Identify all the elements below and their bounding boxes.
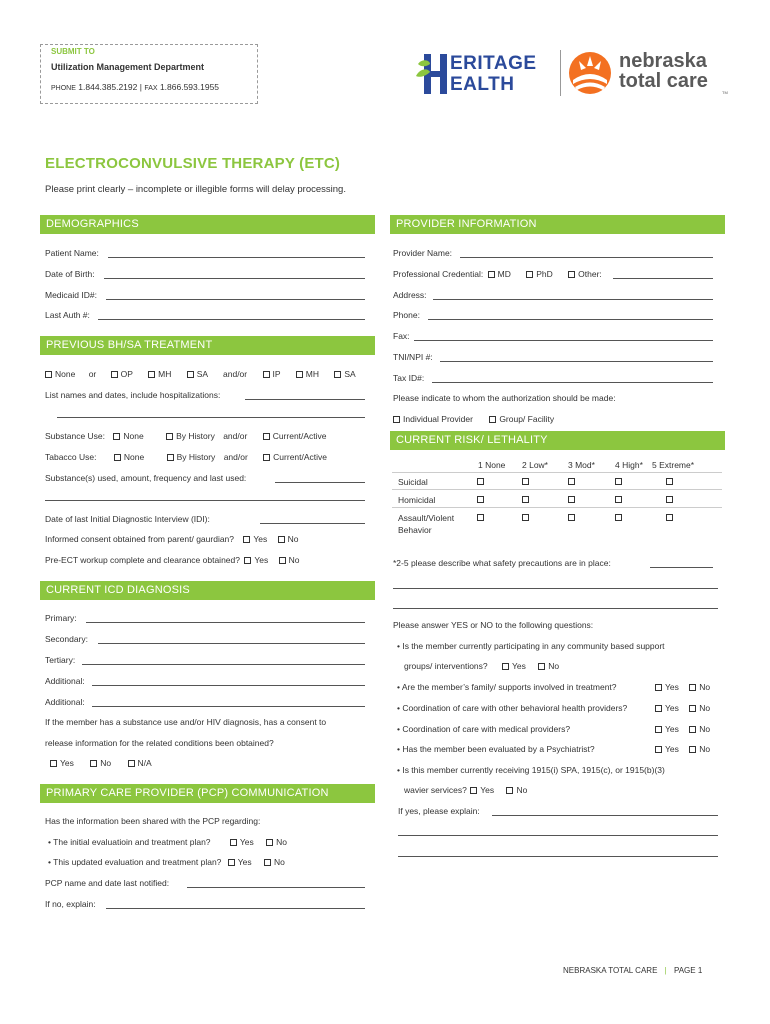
hospitalizations-field[interactable] (245, 399, 365, 400)
q2-label: • Are the member’s family/ supports involved in treatment? (397, 682, 617, 692)
tax-id-label: Tax ID#: (393, 373, 425, 383)
explain-field[interactable] (492, 815, 718, 816)
q4-yes-checkbox[interactable] (655, 726, 662, 733)
substances-field[interactable] (275, 482, 365, 483)
risk-col-5: 5 Extreme* (652, 460, 695, 470)
q1-row (404, 661, 559, 671)
workup-yes-checkbox[interactable] (244, 557, 251, 564)
demographics-heading: DEMOGRAPHICS (40, 215, 375, 234)
q5-no-checkbox[interactable] (689, 746, 696, 753)
assault-low-checkbox[interactable] (522, 514, 529, 521)
additional2-label: Additional: (45, 697, 85, 707)
logo-divider (560, 50, 561, 96)
safety-precautions-field-2[interactable] (393, 588, 718, 589)
logo-heritage-text: ERITAGE (450, 53, 537, 74)
additional2-field[interactable] (92, 706, 365, 707)
tobacco-none-label: None (123, 452, 145, 462)
substance-use-label: Substance Use: (45, 431, 106, 441)
tobacco-use-row (45, 452, 327, 462)
sa-label: SA (196, 369, 208, 379)
homicidal-mod-checkbox[interactable] (568, 496, 575, 503)
consent-label: Informed consent obtained from parent/ gaurdian? (45, 534, 235, 544)
pcp-updated-no-checkbox[interactable] (264, 859, 271, 866)
footer-separator: | (664, 966, 667, 975)
pcp-updated-yes-label: Yes (237, 857, 252, 867)
other-label: Other: (578, 269, 602, 279)
tobacco-andor-label: and/or (223, 452, 248, 462)
medicaid-field[interactable] (106, 299, 365, 300)
q2-yes-label: Yes (665, 682, 679, 692)
tobacco-history-checkbox[interactable] (167, 454, 174, 461)
suicidal-low-checkbox[interactable] (522, 478, 529, 485)
icd-no-label: No (100, 758, 112, 768)
q5-options (655, 744, 710, 754)
ip-checkbox[interactable] (263, 371, 270, 378)
q5-label: • Has the member been evaluated by a Psychiatrist? (397, 744, 595, 754)
q6-yes-label: Yes (480, 785, 495, 795)
address-field[interactable] (433, 299, 713, 300)
risk-row-divider-1 (392, 489, 722, 490)
pcp-updated-yes-checkbox[interactable] (228, 859, 235, 866)
md-label: MD (497, 269, 511, 279)
mh2-label: MH (305, 369, 319, 379)
risk-col-1: 1 None (478, 460, 506, 470)
workup-row (45, 555, 299, 565)
sa-checkbox[interactable] (187, 371, 194, 378)
fax-number: 1.866.593.1955 (159, 82, 220, 92)
additional1-field[interactable] (92, 685, 365, 686)
consent-no-checkbox[interactable] (278, 536, 285, 543)
primary-label: Primary: (45, 613, 77, 623)
footer-page-number: PAGE 1 (673, 966, 703, 975)
substance-andor-label: and/or (223, 431, 248, 441)
mh-checkbox[interactable] (148, 371, 155, 378)
homicidal-high-checkbox[interactable] (615, 496, 622, 503)
homicidal-low-checkbox[interactable] (522, 496, 529, 503)
tobacco-none-checkbox[interactable] (114, 454, 121, 461)
workup-label: Pre-ECT workup complete and clearance obtained? (45, 555, 240, 565)
suicidal-extreme-checkbox[interactable] (666, 478, 673, 485)
andor-label: and/or (223, 369, 248, 379)
safety-precautions-field[interactable] (650, 567, 713, 568)
q3-no-checkbox[interactable] (689, 705, 696, 712)
explain-field-2[interactable] (398, 835, 718, 836)
pcp-initial-yes-label: Yes (239, 837, 254, 847)
md-checkbox[interactable] (488, 271, 495, 278)
tni-field[interactable] (440, 361, 713, 362)
tobacco-current-label: Current/Active (273, 452, 328, 462)
q3-yes-label: Yes (665, 703, 679, 713)
explain-field-3[interactable] (398, 856, 718, 857)
icd-consent-options (50, 758, 152, 768)
medicaid-label: Medicaid ID#: (45, 290, 97, 300)
consent-yes-label: Yes (253, 534, 268, 544)
substance-use-row (45, 431, 327, 441)
assault-extreme-checkbox[interactable] (666, 514, 673, 521)
pcp-updated-no-label: No (274, 857, 285, 867)
treatment-type-row (45, 369, 356, 379)
q2-no-checkbox[interactable] (689, 684, 696, 691)
pcp-initial-no-label: No (276, 837, 288, 847)
group-facility-label: Group/ Facility (499, 414, 555, 424)
assault-high-checkbox[interactable] (615, 514, 622, 521)
mh-label: MH (158, 369, 172, 379)
risk-assault-label-2: Behavior (398, 525, 432, 535)
icd-heading: CURRENT ICD DIAGNOSIS (40, 581, 375, 600)
risk-homicidal-label: Homicidal (398, 495, 436, 505)
workup-no-checkbox[interactable] (279, 557, 286, 564)
logo-total-care-text: total care (619, 70, 708, 92)
pcp-name-date-field[interactable] (187, 887, 365, 888)
risk-heading: CURRENT RISK/ LETHALITY (390, 431, 725, 450)
suicidal-none-checkbox[interactable] (477, 478, 484, 485)
tobacco-use-label: Tabacco Use: (45, 452, 97, 462)
individual-provider-label: Individual Provider (403, 414, 473, 424)
footer (563, 966, 702, 975)
risk-assault-label: Assault/Violent (398, 513, 455, 523)
substance-none-label: None (123, 431, 144, 441)
icd-na-checkbox[interactable] (128, 760, 135, 767)
address-label: Address: (393, 290, 427, 300)
q4-yes-label: Yes (665, 724, 679, 734)
icd-consent-question-1: If the member has a substance use and/or HIV diagnosis, has a consent to (45, 717, 327, 727)
risk-col-4: 4 High* (615, 460, 643, 470)
risk-row-divider-2 (392, 507, 722, 508)
other-credential-field[interactable] (613, 278, 713, 279)
hospitalizations-field-2[interactable] (57, 417, 365, 418)
mh2-checkbox[interactable] (296, 371, 303, 378)
q1-line-2: groups/ interventions? (404, 661, 488, 671)
credential-label: Professional Credential: (393, 269, 484, 279)
dob-field[interactable] (104, 278, 365, 279)
q6-no-label: No (516, 785, 528, 795)
q4-options (655, 724, 710, 734)
individual-provider-checkbox[interactable] (393, 416, 400, 423)
sa2-checkbox[interactable] (334, 371, 341, 378)
icd-no-checkbox[interactable] (90, 760, 97, 767)
workup-no-label: No (288, 555, 300, 565)
group-facility-checkbox[interactable] (489, 416, 496, 423)
secondary-label: Secondary: (45, 634, 88, 644)
pcp-updated-label: • This updated evaluation and treatment plan? (48, 857, 222, 867)
provider-name-label: Provider Name: (393, 248, 453, 258)
provider-fax-field[interactable] (414, 340, 713, 341)
heritage-health-logo (414, 50, 554, 98)
additional1-label: Additional: (45, 676, 85, 686)
homicidal-none-checkbox[interactable] (477, 496, 484, 503)
homicidal-extreme-checkbox[interactable] (666, 496, 673, 503)
authorization-indicate-label: Please indicate to whom the authorization should be made: (393, 393, 616, 403)
authorization-options (393, 414, 554, 424)
logo-health-text: EALTH (450, 74, 515, 95)
provider-name-field[interactable] (460, 257, 713, 258)
risk-col-2: 2 Low* (522, 460, 548, 470)
ip-label: IP (272, 369, 281, 379)
pcp-initial-row (48, 837, 287, 847)
submit-to-label: SUBMIT TO (51, 47, 95, 56)
q3-options (655, 703, 710, 713)
provider-phone-field[interactable] (428, 319, 713, 320)
none-checkbox[interactable] (45, 371, 52, 378)
ntc-sun-icon (567, 50, 613, 96)
secondary-field[interactable] (98, 643, 365, 644)
hospitalizations-label: List names and dates, include hospitalizations: (45, 390, 221, 400)
q3-label: • Coordination of care with other behavioral health providers? (397, 703, 628, 713)
substance-history-label: By History (176, 431, 215, 441)
dob-label: Date of Birth: (45, 269, 95, 279)
provider-fax-label: Fax: (393, 331, 410, 341)
q1-yes-label: Yes (512, 661, 526, 671)
q6-no-checkbox[interactable] (506, 787, 513, 794)
q6-row (404, 785, 527, 795)
last-auth-label: Last Auth #: (45, 310, 90, 320)
q1-no-checkbox[interactable] (538, 663, 545, 670)
icd-na-label: N/A (137, 758, 152, 768)
form-instructions: Please print clearly – incomplete or illegible forms will delay processing. (45, 184, 346, 195)
pcp-if-no-field[interactable] (106, 908, 365, 909)
q2-yes-checkbox[interactable] (655, 684, 662, 691)
pcp-updated-row (48, 857, 285, 867)
q3-yes-checkbox[interactable] (655, 705, 662, 712)
q4-label: • Coordination of care with medical providers? (397, 724, 571, 734)
q6-yes-checkbox[interactable] (470, 787, 477, 794)
pcp-name-date-label: PCP name and date last notified: (45, 878, 170, 888)
icd-yes-checkbox[interactable] (50, 760, 57, 767)
patient-name-label: Patient Name: (45, 248, 99, 258)
explain-label: If yes, please explain: (398, 806, 480, 816)
primary-field[interactable] (86, 622, 365, 623)
contact-line: PHONE 1.844.385.2192 | FAX 1.866.593.1955 (51, 82, 220, 92)
op-checkbox[interactable] (111, 371, 118, 378)
q2-no-label: No (699, 682, 711, 692)
icd-yes-label: Yes (60, 758, 74, 768)
other-checkbox[interactable] (568, 271, 575, 278)
department-name: Utilization Management Department (51, 62, 205, 72)
idi-label: Date of last Initial Diagnostic Interview (IDI): (45, 514, 210, 524)
consent-no-label: No (287, 534, 299, 544)
substance-current-label: Current/Active (272, 431, 327, 441)
risk-suicidal-label: Suicidal (398, 477, 428, 487)
assault-none-checkbox[interactable] (477, 514, 484, 521)
previous-treatment-heading: PREVIOUS BH/SA TREATMENT (40, 336, 375, 355)
submit-to-box (40, 44, 258, 104)
sa2-label: SA (344, 369, 356, 379)
substance-history-checkbox[interactable] (166, 433, 173, 440)
q1-yes-checkbox[interactable] (502, 663, 509, 670)
pcp-heading: PRIMARY CARE PROVIDER (PCP) COMMUNICATION (40, 784, 375, 803)
none-label: None (55, 369, 76, 379)
q4-no-checkbox[interactable] (689, 726, 696, 733)
substances-field-2[interactable] (45, 500, 365, 501)
fax-label: FAX (144, 85, 158, 92)
op-label: OP (120, 369, 133, 379)
pcp-if-no-label: If no, explain: (45, 899, 96, 909)
risk-col-3: 3 Mod* (568, 460, 595, 470)
tertiary-label: Tertiary: (45, 655, 76, 665)
q6-line-2: wavier services? (404, 785, 467, 795)
consent-row (45, 534, 299, 544)
form-title: ELECTROCONVULSIVE THERAPY (ETC) (45, 155, 341, 172)
provider-heading: PROVIDER INFORMATION (390, 215, 725, 234)
tertiary-field[interactable] (82, 664, 365, 665)
safety-precautions-label: *2-5 please describe what safety precautions are in place: (393, 558, 611, 568)
substance-current-checkbox[interactable] (263, 433, 270, 440)
phone-number: 1.844.385.2192 (78, 82, 138, 92)
tobacco-current-checkbox[interactable] (263, 454, 270, 461)
substance-none-checkbox[interactable] (113, 433, 120, 440)
q1-no-label: No (548, 661, 560, 671)
substances-label: Substance(s) used, amount, frequency and last used: (45, 473, 247, 483)
suicidal-high-checkbox[interactable] (615, 478, 622, 485)
tni-label: TNI/NPI #: (393, 352, 433, 362)
tobacco-history-label: By History (176, 452, 216, 462)
questions-intro: Please answer YES or NO to the following questions: (393, 620, 594, 630)
consent-yes-checkbox[interactable] (243, 536, 250, 543)
q5-no-label: No (699, 744, 711, 754)
q1-line-1: • Is the member currently participating in any community based support (397, 641, 665, 651)
or-label: or (88, 369, 97, 379)
icd-consent-question-2: release information for the related conditions been obtained? (45, 738, 274, 748)
credential-row (393, 269, 602, 279)
q3-no-label: No (699, 703, 711, 713)
pcp-shared-label: Has the information been shared with the PCP regarding: (45, 816, 261, 826)
q2-options (655, 682, 710, 692)
assault-mod-checkbox[interactable] (568, 514, 575, 521)
nebraska-total-care-logo (567, 50, 737, 98)
logo-nebraska-text: nebraska (619, 50, 707, 72)
risk-header-divider (392, 472, 722, 473)
q5-yes-label: Yes (665, 744, 679, 754)
phd-checkbox[interactable] (526, 271, 533, 278)
provider-phone-label: Phone: (393, 310, 420, 320)
logo-trademark: TM (722, 90, 728, 95)
footer-org: NEBRASKA TOTAL CARE (563, 966, 658, 975)
pcp-initial-no-checkbox[interactable] (266, 839, 273, 846)
safety-precautions-field-3[interactable] (393, 608, 718, 609)
patient-name-field[interactable] (108, 257, 365, 258)
q6-line-1: • Is this member currently receiving 1915(i) SPA, 1915(c), or 1915(b)(3) (397, 765, 665, 775)
last-auth-field[interactable] (98, 319, 365, 320)
phd-label: PhD (536, 269, 553, 279)
pcp-initial-label: • The initial evaluatioin and treatment plan? (48, 837, 211, 847)
q4-no-label: No (699, 724, 711, 734)
q5-yes-checkbox[interactable] (655, 746, 662, 753)
pcp-initial-yes-checkbox[interactable] (230, 839, 237, 846)
phone-label: PHONE (51, 85, 76, 92)
idi-field[interactable] (260, 523, 365, 524)
tax-id-field[interactable] (432, 382, 713, 383)
workup-yes-label: Yes (254, 555, 269, 565)
suicidal-mod-checkbox[interactable] (568, 478, 575, 485)
